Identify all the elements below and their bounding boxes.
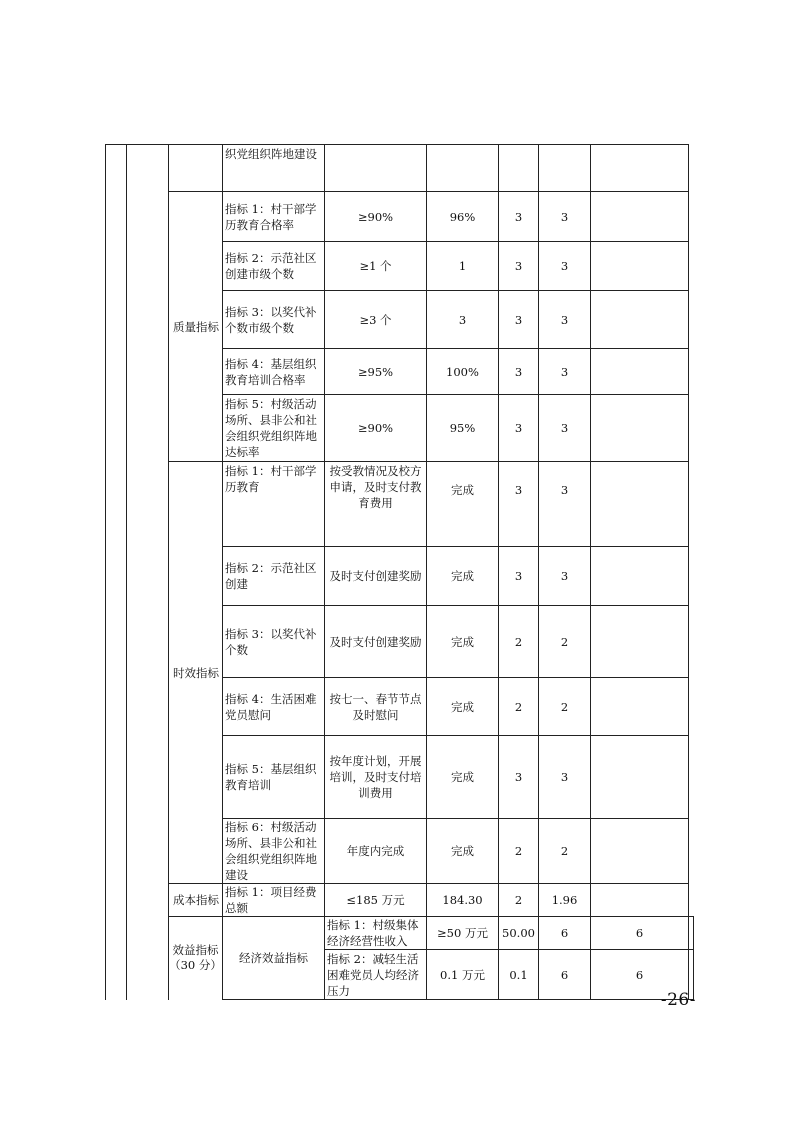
- level-one-cell: [127, 145, 169, 1000]
- category-cell: 成本指标: [169, 884, 223, 917]
- target-cell: ≥1 个: [325, 242, 427, 291]
- target-cell: 及时支付创建奖励: [325, 606, 427, 678]
- indicator-cell: 指标 3：以奖代补个数市级个数: [223, 291, 325, 349]
- table-row: [106, 884, 694, 917]
- score-cell: 2: [539, 678, 591, 736]
- weight-cell: 3: [499, 349, 539, 395]
- indicator-cell: 指标 1：村级集体经济经营性收入: [325, 917, 427, 950]
- actual-cell: 完成: [427, 678, 499, 736]
- performance-indicator-table: [105, 144, 694, 1000]
- outer-level-cell: [106, 145, 127, 1000]
- indicator-cell: 指标 6：村级活动场所、县非公和社会组织党组织阵地建设: [223, 819, 325, 884]
- weight-cell: 3: [499, 242, 539, 291]
- target-cell: ≥3 个: [325, 291, 427, 349]
- target-cell: [325, 145, 427, 192]
- weight-cell: 2: [499, 678, 539, 736]
- indicator-cell: 指标 4：生活困难党员慰问: [223, 678, 325, 736]
- indicator-cell: 指标 4：基层组织教育培训合格率: [223, 349, 325, 395]
- actual-cell: 96%: [427, 192, 499, 242]
- target-cell: ≥95%: [325, 349, 427, 395]
- target-cell: 按年度计划，开展培训，及时支付培训费用: [325, 736, 427, 819]
- note-cell: [591, 462, 689, 547]
- benefit-indicator-label: 效益指标（30 分）: [169, 917, 223, 1000]
- note-cell: [591, 145, 689, 192]
- weight-cell: 3: [499, 547, 539, 606]
- actual-cell: 完成: [427, 819, 499, 884]
- actual-cell: 100%: [427, 349, 499, 395]
- score-cell: [539, 145, 591, 192]
- note-cell: [591, 606, 689, 678]
- note-cell: [591, 884, 689, 917]
- weight-cell: 3: [499, 462, 539, 547]
- weight-cell: 3: [499, 736, 539, 819]
- actual-cell: 完成: [427, 462, 499, 547]
- score-cell: 6: [591, 950, 689, 1000]
- target-cell: 0.1 万元: [427, 950, 499, 1000]
- note-cell: [591, 819, 689, 884]
- actual-cell: 184.30: [427, 884, 499, 917]
- weight-cell: 2: [499, 606, 539, 678]
- target-cell: ≥50 万元: [427, 917, 499, 950]
- score-cell: 3: [539, 462, 591, 547]
- weight-cell: 6: [539, 950, 591, 1000]
- target-cell: ≥90%: [325, 395, 427, 462]
- table-row: [106, 917, 694, 950]
- category-cell: 质量指标: [169, 192, 223, 462]
- indicator-cell: 指标 5：基层组织教育培训: [223, 736, 325, 819]
- indicator-cell: 指标 2：减轻生活困难党员人均经济压力: [325, 950, 427, 1000]
- target-cell: ≥90%: [325, 192, 427, 242]
- score-cell: 3: [539, 395, 591, 462]
- score-cell: 1.96: [539, 884, 591, 917]
- weight-cell: [499, 145, 539, 192]
- actual-cell: 完成: [427, 547, 499, 606]
- weight-cell: 3: [499, 192, 539, 242]
- note-cell: [591, 678, 689, 736]
- score-cell: 3: [539, 736, 591, 819]
- target-cell: 按七一、春节节点及时慰问: [325, 678, 427, 736]
- score-cell: 3: [539, 349, 591, 395]
- actual-cell: 1: [427, 242, 499, 291]
- weight-cell: 3: [499, 395, 539, 462]
- note-cell: [591, 349, 689, 395]
- note-cell: [591, 547, 689, 606]
- indicator-cell: 织党组织阵地建设: [223, 145, 325, 192]
- note-cell: [591, 736, 689, 819]
- score-cell: 3: [539, 547, 591, 606]
- target-cell: ≤185 万元: [325, 884, 427, 917]
- note-cell: [591, 395, 689, 462]
- weight-cell: 6: [539, 917, 591, 950]
- score-cell: 6: [591, 917, 689, 950]
- weight-cell: 2: [499, 819, 539, 884]
- score-cell: 3: [539, 291, 591, 349]
- category-cell: [169, 145, 223, 192]
- table-row: [106, 462, 694, 547]
- indicator-cell: 指标 1：村干部学历教育合格率: [223, 192, 325, 242]
- weight-cell: 2: [499, 884, 539, 917]
- indicator-cell: 指标 2：示范社区创建: [223, 547, 325, 606]
- page-number: -26-: [660, 990, 696, 1010]
- note-cell: [591, 291, 689, 349]
- actual-cell: 3: [427, 291, 499, 349]
- indicator-cell: 指标 5：村级活动场所、县非公和社会组织党组织阵地达标率: [223, 395, 325, 462]
- indicator-cell: 指标 2：示范社区创建市级个数: [223, 242, 325, 291]
- weight-cell: 3: [499, 291, 539, 349]
- table-row: [106, 145, 694, 192]
- note-cell: [689, 917, 694, 950]
- category-cell: 经济效益指标: [223, 917, 325, 1000]
- target-cell: 及时支付创建奖励: [325, 547, 427, 606]
- indicator-cell: 指标 3：以奖代补个数: [223, 606, 325, 678]
- actual-cell: 50.00: [499, 917, 539, 950]
- score-cell: 3: [539, 242, 591, 291]
- score-cell: 2: [539, 606, 591, 678]
- actual-cell: 完成: [427, 736, 499, 819]
- note-cell: [591, 242, 689, 291]
- target-cell: 按受教情况及校方申请，及时支付教育费用: [325, 462, 427, 547]
- actual-cell: 95%: [427, 395, 499, 462]
- note-cell: [591, 192, 689, 242]
- indicator-cell: 指标 1：项目经费总额: [223, 884, 325, 917]
- table-row: [106, 192, 694, 242]
- target-cell: 年度内完成: [325, 819, 427, 884]
- actual-cell: [427, 145, 499, 192]
- actual-cell: 0.1: [499, 950, 539, 1000]
- actual-cell: 完成: [427, 606, 499, 678]
- indicator-cell: 指标 1：村干部学历教育: [223, 462, 325, 547]
- score-cell: 3: [539, 192, 591, 242]
- category-cell: 时效指标: [169, 462, 223, 884]
- score-cell: 2: [539, 819, 591, 884]
